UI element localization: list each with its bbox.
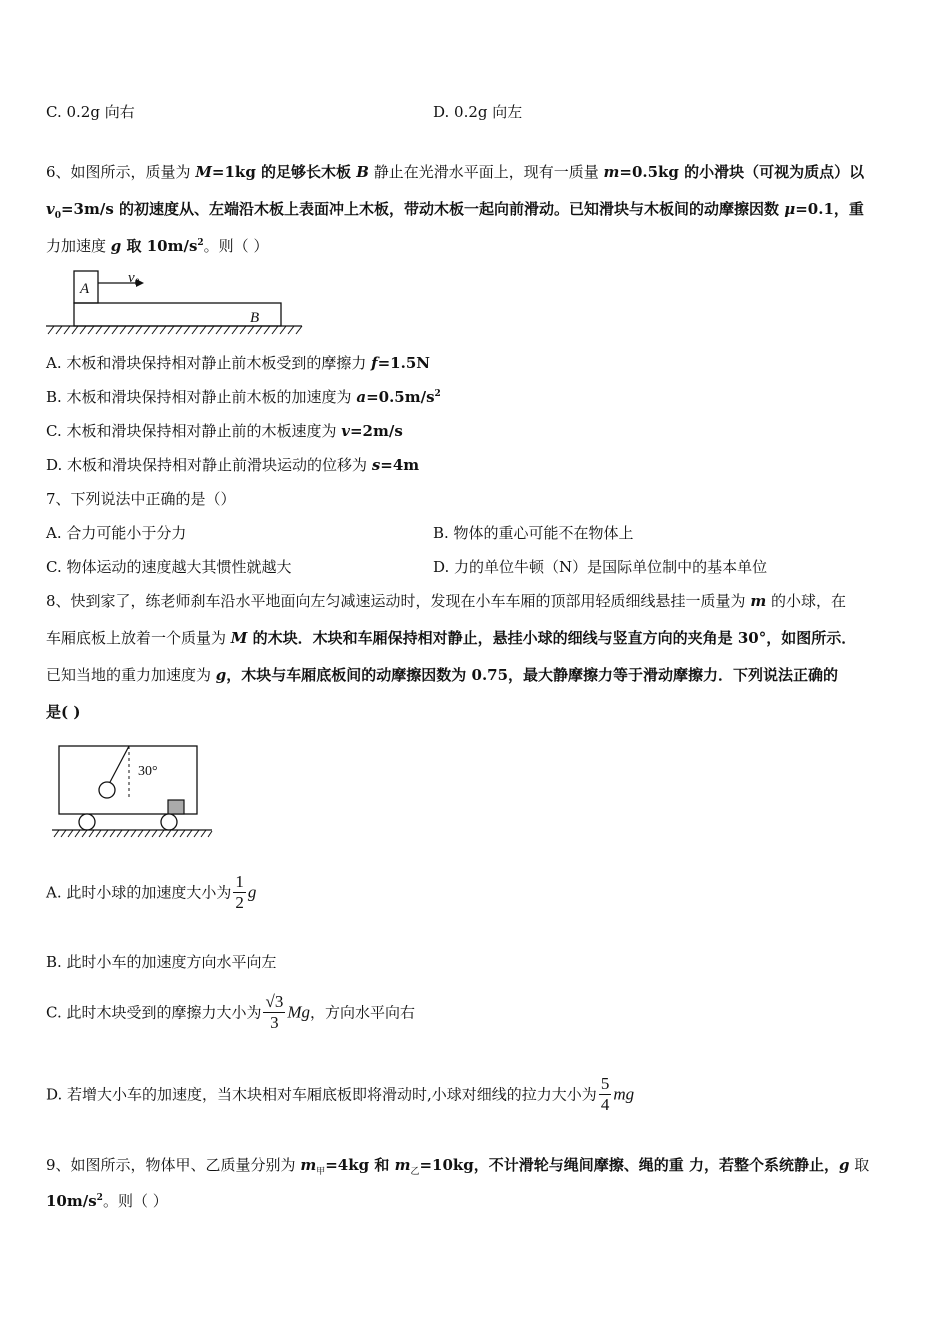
q7-option-a: A. 合力可能小于分力 — [46, 524, 187, 542]
q6-stem-line1: 6、如图所示，质量为 M=1kg 的足够长木板 B 静止在光滑水平面上，现有一质量 m=0.5kg 的小滑块（可视为质点）以 — [46, 163, 865, 181]
fraction-one-half: $\frac{1}{2}$ — [235, 872, 244, 912]
q6-stem-line2: $v_0=3m/s$ 的初速度从、左端沿木板上表面冲上木板，带动木板一起向前滑动。已知滑块与木板间的动摩擦因数 μ=0.1，重 — [46, 200, 864, 221]
q5-option-c: C. 0.2g 向右 — [46, 103, 135, 121]
q8-option-b: B. 此时小车的加速度方向水平向左 — [46, 953, 277, 971]
q5-option-d: D. 0.2g 向左 — [433, 103, 523, 121]
q6-option-a: A. 木板和滑块保持相对静止前木板受到的摩擦力 f=1.5N — [46, 354, 430, 372]
q8-stem-line2: 车厢底板上放着一个质量为 M 的木块．木块和车厢保持相对静止，悬挂小球的细线与竖直方向的夹角是 30°，如图所示． — [46, 629, 857, 647]
fraction-root3-over-3: $\frac{√3}{3}$ — [265, 992, 284, 1032]
q8-stem-line3: 已知当地的重力加速度为 g，木块与车厢底板间的动摩擦因数为 0.75，最大静摩擦力等于滑动摩擦力．下列说法正确的 — [46, 666, 839, 684]
q8-cart-pendulum-figure — [50, 742, 214, 840]
q7-option-b: B. 物体的重心可能不在物体上 — [433, 524, 634, 542]
wheel-right — [161, 814, 177, 830]
q7-stem: 7、下列说法中正确的是（） — [46, 490, 236, 508]
q7-option-d: D. 力的单位牛顿（N）是国际单位制中的基本单位 — [433, 558, 768, 576]
q8-option-a: A. 此时小球的加速度大小为 $\frac{1}{2}$ g — [46, 872, 257, 912]
ground-hatching — [54, 830, 212, 837]
angle-label: 30° — [138, 764, 158, 779]
wheel-left — [79, 814, 95, 830]
q6-option-c: C. 木板和滑块保持相对静止前的木板速度为 v=2m/s — [46, 422, 403, 440]
block-a-label: A — [80, 281, 90, 297]
ball — [99, 782, 115, 798]
q6-block-on-board-figure — [44, 266, 306, 340]
fraction-five-quarters: $\frac{5}{4}$ — [600, 1074, 610, 1114]
q7-option-c: C. 物体运动的速度越大其惯性就越大 — [46, 558, 292, 576]
q9-stem-line1: 9、如图所示，物体甲、乙质量分别为 $m_甲=4kg$ 和 $m_乙=10kg$，不计滑轮与绳间摩擦、绳的重 力，若整个系统静止，g 取 — [46, 1156, 870, 1177]
wood-block — [168, 800, 184, 814]
ground-hatching — [48, 326, 302, 334]
q6-option-b: B. 木板和滑块保持相对静止前木板的加速度为 $a=0.5m/s^2$ — [46, 388, 441, 406]
q8-option-c: C. 此时木块受到的摩擦力大小为 $\frac{√3}{3}$ Mg，方向水平向右 — [46, 992, 416, 1032]
q8-stem-line1: 8、快到家了，练老师刹车沿水平地面向左匀减速运动时，发现在小车车厢的顶部用轻质细线悬挂一质量为 m 的小球，在 — [46, 592, 846, 610]
board-b-label: B — [250, 310, 260, 326]
string — [109, 746, 129, 784]
q8-stem-line4: 是( ) — [46, 703, 81, 721]
q6-stem-line3: 力加速度 g 取 $10m/s^2$。则（ ） — [46, 237, 269, 255]
q6-option-d: D. 木板和滑块保持相对静止前滑块运动的位移为 s=4m — [46, 456, 420, 474]
q9-stem-line2: $10m/s^2$。则（ ） — [46, 1192, 168, 1210]
q8-option-d: D. 若增大小车的加速度，当木块相对车厢底板即将滑动时,小球对细线的拉力大小为 $\frac{5}{4}$ mg — [46, 1074, 635, 1114]
velocity-label: $v_0$ — [128, 270, 140, 287]
